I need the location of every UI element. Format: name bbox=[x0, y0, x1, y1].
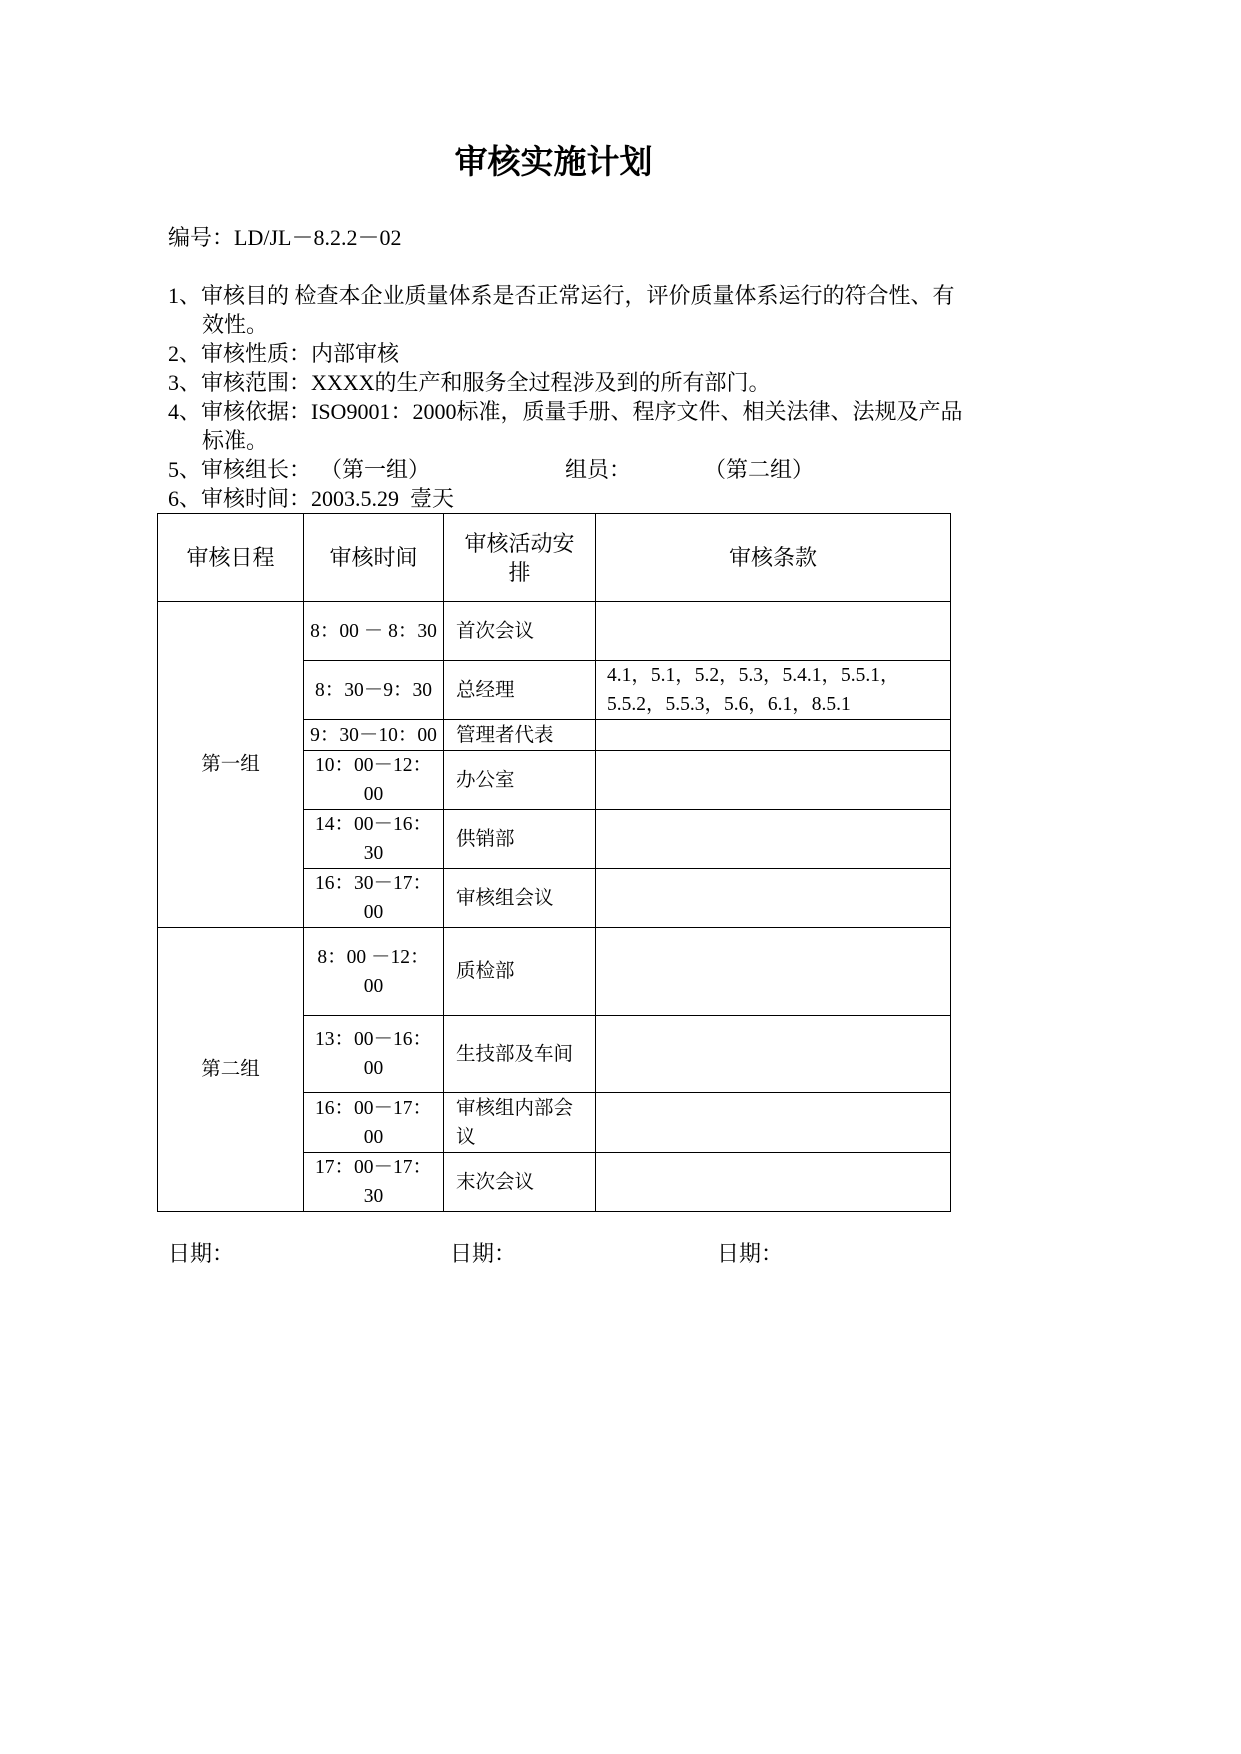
group-cell: 第二组 bbox=[158, 928, 304, 1212]
activity-cell: 生技部及车间 bbox=[444, 1016, 596, 1093]
item-audit-basis: 4、审核依据：ISO9001：2000标准，质量手册、程序文件、相关法律、法规及产品 标准。 bbox=[168, 399, 963, 453]
time-cell: 8：00 －12： 00 bbox=[304, 928, 444, 1016]
table-row bbox=[158, 928, 951, 1016]
clause-cell bbox=[596, 602, 951, 661]
date-label: 日期： bbox=[717, 1241, 784, 1266]
audit-schedule-table bbox=[157, 513, 951, 1212]
activity-cell: 质检部 bbox=[444, 928, 596, 1016]
team-leader-label: 5、审核组长： bbox=[168, 457, 312, 482]
document-number: 编号：LD/JL－8.2.2－02 bbox=[168, 225, 402, 250]
time-cell: 8：00 － 8：30 bbox=[304, 602, 444, 661]
clause-cell bbox=[596, 869, 951, 928]
item-audit-purpose: 1、审核目的 检查本企业质量体系是否正常运行，评价质量体系运行的符合性、有 效性。 bbox=[168, 283, 955, 337]
clause-cell bbox=[596, 928, 951, 1016]
time-cell: 16：30－17： 00 bbox=[304, 869, 444, 928]
activity-cell: 总经理 bbox=[444, 661, 596, 720]
activity-cell: 管理者代表 bbox=[444, 720, 596, 751]
column-header-schedule: 审核日程 bbox=[158, 514, 304, 602]
item-audit-scope: 3、审核范围：XXXX的生产和服务全过程涉及到的所有部门。 bbox=[168, 370, 771, 395]
time-cell: 13：00－16： 00 bbox=[304, 1016, 444, 1093]
time-cell: 8：30－9：30 bbox=[304, 661, 444, 720]
column-header-activity: 审核活动安 排 bbox=[444, 514, 596, 602]
time-cell: 14：00－16： 30 bbox=[304, 810, 444, 869]
activity-cell: 末次会议 bbox=[444, 1153, 596, 1212]
activity-cell: 供销部 bbox=[444, 810, 596, 869]
column-header-clauses: 审核条款 bbox=[596, 514, 951, 602]
clause-cell: 4.1，5.1，5.2，5.3，5.4.1，5.5.1， 5.5.2，5.5.3，5.6，6.1，8.5.1 bbox=[596, 661, 951, 720]
clause-cell bbox=[596, 1153, 951, 1212]
item-audit-team bbox=[168, 455, 998, 484]
plan-items bbox=[168, 281, 998, 513]
time-cell: 9：30－10：00 bbox=[304, 720, 444, 751]
activity-cell: 首次会议 bbox=[444, 602, 596, 661]
time-cell: 10：00－12： 00 bbox=[304, 751, 444, 810]
clause-cell bbox=[596, 810, 951, 869]
table-header-row bbox=[158, 514, 951, 602]
clause-cell bbox=[596, 751, 951, 810]
team-group-1: （第一组） bbox=[320, 457, 431, 482]
date-label: 日期： bbox=[450, 1241, 517, 1266]
date-label: 日期： bbox=[168, 1241, 235, 1266]
activity-cell: 办公室 bbox=[444, 751, 596, 810]
item-audit-time: 6、审核时间：2003.5.29 壹天 bbox=[168, 486, 455, 511]
clause-cell bbox=[596, 1093, 951, 1153]
team-members-label: 组员： bbox=[565, 457, 632, 482]
team-group-2: （第二组） bbox=[704, 457, 815, 482]
document-title: 审核实施计划 bbox=[454, 145, 653, 181]
group-cell: 第一组 bbox=[158, 602, 304, 928]
clause-cell bbox=[596, 720, 951, 751]
time-cell: 16：00－17： 00 bbox=[304, 1093, 444, 1153]
clause-cell bbox=[596, 1016, 951, 1093]
time-cell: 17：00－17： 30 bbox=[304, 1153, 444, 1212]
item-audit-nature: 2、审核性质：内部审核 bbox=[168, 341, 400, 366]
activity-cell: 审核组内部会 议 bbox=[444, 1093, 596, 1153]
column-header-time: 审核时间 bbox=[304, 514, 444, 602]
activity-cell: 审核组会议 bbox=[444, 869, 596, 928]
table-row bbox=[158, 602, 951, 661]
